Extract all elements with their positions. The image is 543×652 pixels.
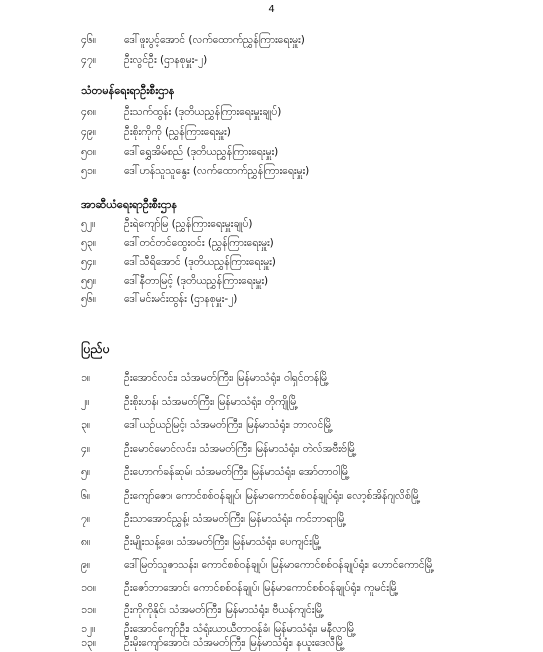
- list-item: [0, 440, 543, 458]
- item-text: ဒေါ်ရွှေအိမ်စည် (ဒုတိယညွှန်ကြားရေးမှူး): [124, 146, 279, 158]
- item-number: ၇။: [81, 513, 91, 525]
- item-number: ၆။: [81, 490, 91, 502]
- list-item: [0, 556, 543, 574]
- list-item: [0, 487, 543, 505]
- item-text: ဦးသာအောင်ညွှန့်၊ သံအမတ်ကြီး၊ မြန်မာသံရုံး၊ ကင်ဘာရာမြို့: [124, 513, 346, 525]
- list-item: [0, 272, 543, 290]
- item-number: ၅၆။: [81, 293, 96, 305]
- item-text: ဦးသက်ထွန်း (ဒုတိယညွှန်ကြားရေးမှူးချုပ်): [124, 106, 282, 118]
- item-number: ၅၂။: [81, 218, 96, 230]
- list-item: [0, 533, 543, 551]
- item-number: ၅။: [81, 466, 91, 478]
- item-text: ဦးကိုကိုနိုင်၊ သံအမတ်ကြီး၊ မြန်မာသံရုံး၊ ဗီယန်ကျင်းမြို့: [124, 604, 324, 616]
- item-number: ၃။: [81, 419, 91, 431]
- list-item: [0, 123, 543, 141]
- item-text: ဦးလွင်ဦး (ဌာနစုမှူး-၂): [124, 54, 208, 66]
- item-number: ၅၄။: [81, 256, 96, 268]
- list-item: [0, 143, 543, 161]
- list-item: [0, 51, 543, 69]
- list-item: [0, 234, 543, 252]
- item-text: ဦးမျိုးသန့်ဖေ၊ သံအမတ်ကြီး၊ မြန်မာသံရုံး၊ ပေကျင်းမြို့: [124, 536, 322, 548]
- list-item: [0, 31, 543, 49]
- item-text: ဦးမိုးကျော်အောင်၊ သံအမတ်ကြီး၊ မြန်မာသံရုံး၊ နယူးဒေလီမြို့: [124, 637, 345, 649]
- list-item: [0, 103, 543, 121]
- section-heading: ပြည်ပ: [81, 341, 110, 356]
- section-heading: အာဆီယံရေးရာဦးစီးဌာန: [81, 198, 178, 211]
- item-number: ၉။: [81, 559, 91, 571]
- item-text: ဒေါ်ယဉ်ယဉ်မြင့်၊ သံအမတ်ကြီး၊ မြန်မာသံရုံး၊ ဘာလင်မြို့: [124, 419, 333, 431]
- item-text: ဦးရဲကျော်မြ (ညွှန်ကြားရေးမှူးချုပ်): [124, 218, 253, 230]
- list-item: [0, 253, 543, 271]
- item-text: ဒေါ်ဟန်သူသူနွေး (လက်ထောက်ညွှန်ကြားရေးမှူး): [124, 165, 310, 177]
- item-text: ဦးအောင်ကျော်ဦး၊ သံရုံးယာယီတာဝန်ခံ၊ မြန်မာသံရုံး၊ မနီလာမြို့: [124, 623, 356, 635]
- item-number: ၁၃။: [81, 637, 96, 649]
- list-item: [0, 215, 543, 233]
- item-text: ဦးစိုးကိုကို (ညွှန်ကြားရေးမှူး): [124, 126, 231, 138]
- list-item: [0, 369, 543, 387]
- page-number: 4: [268, 4, 275, 15]
- item-number: ၄။: [81, 443, 91, 455]
- item-text: ဒေါ်သီရိအောင် (ဒုတိယညွှန်ကြားရေးမှူး): [124, 256, 276, 268]
- item-number: ၅၁။: [81, 165, 96, 177]
- item-text: ဦးအောင်လင်း၊ သံအမတ်ကြီး၊ မြန်မာသံရုံး၊ ဝါရှင်တန်မြို့: [124, 372, 329, 384]
- list-item: [0, 416, 543, 434]
- item-text: ဦးဇော်ဘာအောင်၊ ကောင်စစ်ဝန်ချုပ်၊ မြန်မာကောင်စစ်ဝန်ချုပ်ရုံး၊ ကူမင်းမြို့: [124, 582, 399, 594]
- item-text: ဒေါ်ဖူးပွင့်အောင် (လက်ထောက်ညွှန်ကြားရေးမှူး): [124, 34, 305, 46]
- item-number: ၄၇။: [81, 54, 96, 66]
- list-item: [0, 290, 543, 308]
- item-number: ၁၂။: [81, 623, 96, 635]
- section-heading: သံတမန်ရေးရာဦးစီးဌာန: [81, 84, 175, 97]
- item-text: ဦးဟောက်ခန်ဆုမ်၊ သံအမတ်ကြီး၊ မြန်မာသံရုံး၊ အော်တာဝါမြို့: [124, 466, 350, 478]
- item-text: ဒေါ်တင်တင်ထွေးဝင်း (ညွှန်ကြားရေးမှူး): [124, 237, 274, 249]
- item-number: ၅၃။: [81, 237, 96, 249]
- item-text: ဒေါ်မင်းမင်းထွန်း (ဌာနစုမှူး-၂): [124, 293, 238, 305]
- item-text: ဦးစိုးဟန်၊ သံအမတ်ကြီး၊ မြန်မာသံရုံး၊ တိုကျိုမြို့: [124, 396, 298, 408]
- item-number: ၄၆။: [81, 34, 96, 46]
- list-item: [0, 463, 543, 481]
- item-number: ၁၁။: [81, 604, 96, 616]
- list-item: [0, 579, 543, 597]
- item-number: ၂။: [81, 396, 90, 408]
- item-text: ဒေါ်မြတ်သူဇာသန်း၊ ကောင်စစ်ဝန်ချုပ်၊ မြန်မာကောင်စစ်ဝန်ချုပ်ရုံး၊ ဟောင်ကောင်မြို့: [124, 559, 434, 571]
- list-item: [0, 393, 543, 411]
- list-item: [0, 634, 543, 652]
- item-number: ၄၉။: [81, 126, 96, 138]
- list-item: [0, 162, 543, 180]
- item-number: ၄၈။: [81, 106, 97, 118]
- item-text: ဦးကျော်ဇော၊ ကောင်စစ်ဝန်ချုပ်၊ မြန်မာကောင်စစ်ဝန်ချုပ်ရုံး၊ လော့စ်အိန်ဂျလိစ်မြို့: [124, 490, 421, 502]
- item-number: ၅၀။: [81, 146, 96, 158]
- item-number: ၁၀။: [81, 582, 96, 594]
- list-item: [0, 510, 543, 528]
- item-text: ဒေါ်နီတာမြင့် (ဒုတိယညွှန်ကြားရေးမှူး): [124, 275, 269, 287]
- list-item: [0, 601, 543, 619]
- item-number: ၈။: [81, 536, 91, 548]
- item-text: ဦးမောင်မောင်လင်း၊ သံအမတ်ကြီး၊ မြန်မာသံရုံး၊ တဲလ်အဗီးဗ်မြို့: [124, 443, 357, 455]
- item-number: ၁။: [81, 372, 91, 384]
- item-number: ၅၅။: [81, 275, 96, 287]
